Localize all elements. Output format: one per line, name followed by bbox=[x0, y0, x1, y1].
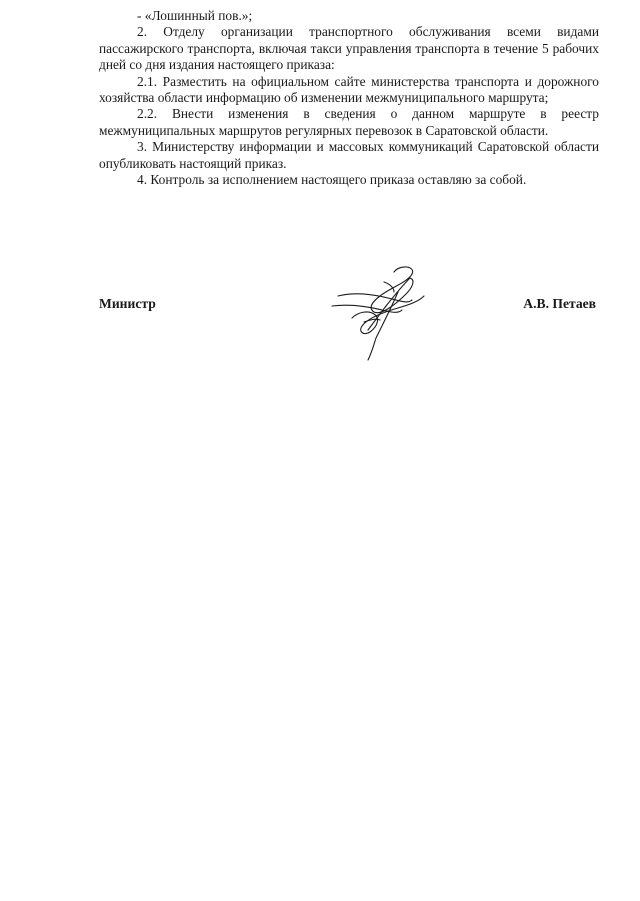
signer-name: А.В. Петаев bbox=[523, 296, 596, 311]
paragraph-item-4: 4. Контроль за исполнением настоящего приказа оставляю за собой. bbox=[137, 172, 527, 188]
document-body bbox=[99, 8, 599, 188]
paragraph-item-2-2: 2.2. Внести изменения в сведения о данном маршруте в реестр межмуниципальных маршрутов регулярных перевозок в Саратовской области. bbox=[99, 106, 599, 138]
paragraph-item-2: 2. Отделу организации транспортного обслуживания всеми видами пассажирского транспорта, включая такси управления транспорта в течение 5 рабочих дней со дня издания настоящего приказа: bbox=[99, 24, 599, 73]
paragraph-item-2-1: 2.1. Разместить на официальном сайте министерства транспорта и дорожного хозяйства области информацию об изменении межмуниципального маршрута; bbox=[99, 73, 599, 106]
handwritten-signature bbox=[328, 262, 432, 362]
paragraph-item-3: 3. Министерству информации и массовых коммуникаций Саратовской области опубликовать настоящий приказ. bbox=[99, 139, 599, 171]
signer-title: Министр bbox=[99, 296, 156, 311]
paragraph-list-item: - «Лошинный пов.»; bbox=[137, 8, 253, 23]
